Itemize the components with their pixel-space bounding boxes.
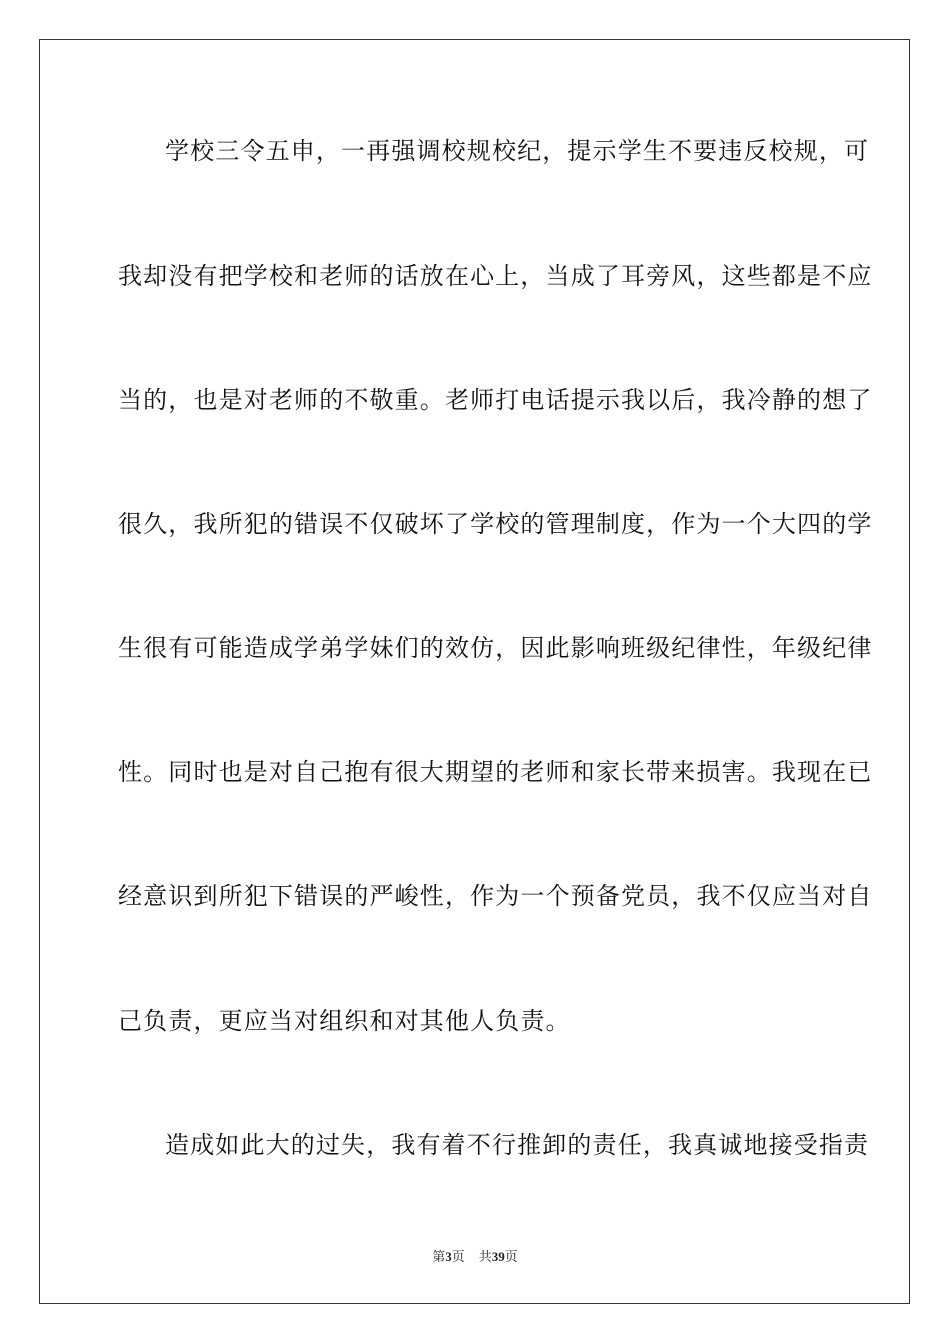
footer-total-suffix: 页	[504, 1249, 518, 1264]
paragraph-line: 生很有可能造成学弟学妹们的效仿，因此影响班级纪律性，年级纪律	[118, 634, 873, 662]
paragraph-line: 己负责，更应当对组织和对其他人负责。	[118, 1007, 571, 1035]
footer-page-number: 3	[445, 1249, 452, 1264]
paragraph-line: 我却没有把学校和老师的话放在心上，当成了耳旁风，这些都是不应	[118, 262, 873, 290]
footer-total-prefix: 共	[478, 1249, 492, 1264]
paragraph-line: 性。同时也是对自己抱有很大期望的老师和家长带来损害。我现在已	[118, 758, 873, 786]
page-footer	[0, 1249, 950, 1265]
footer-page-prefix: 第	[432, 1249, 446, 1264]
paragraph-line: 造成如此大的过失，我有着不行推卸的责任，我真诚地接受指责	[165, 1131, 870, 1159]
paragraph-line: 很久，我所犯的错误不仅破坏了学校的管理制度，作为一个大四的学	[118, 510, 873, 538]
footer-page-suffix: 页	[451, 1249, 465, 1264]
paragraph-line: 学校三令五申，一再强调校规校纪，提示学生不要违反校规，可	[165, 137, 870, 165]
paragraph-line: 经意识到所犯下错误的严峻性，作为一个预备党员，我不仅应当对自	[118, 882, 873, 910]
page-border	[39, 39, 910, 1304]
footer-total-pages: 39	[491, 1249, 505, 1264]
paragraph-line: 当的，也是对老师的不敬重。老师打电话提示我以后，我冷静的想了	[118, 386, 873, 414]
